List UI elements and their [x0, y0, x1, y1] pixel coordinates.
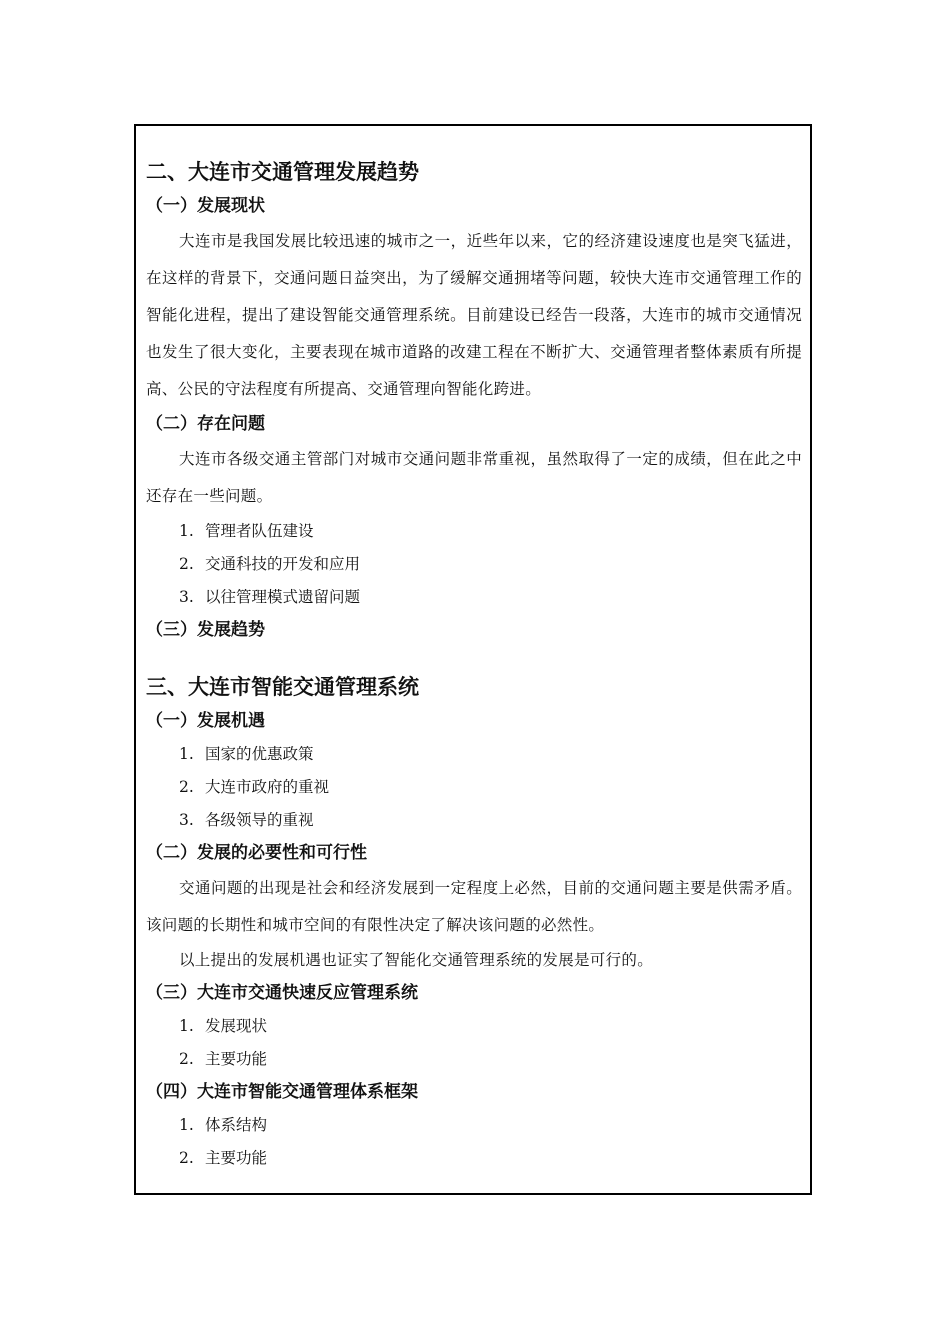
- section-3-sub-1-title: （一）发展机遇: [146, 711, 265, 731]
- section-2-sub-3-title: （三）发展趋势: [146, 620, 265, 640]
- list-item-number: 1.: [179, 1116, 194, 1134]
- section-3-title: 三、大连市智能交通管理系统: [146, 675, 419, 699]
- list-item-number: 3.: [179, 811, 194, 829]
- list-item-number: 2.: [179, 1149, 194, 1167]
- section-3-sub-2-paragraph-1: 交通问题的出现是社会和经济发展到一定程度上必然，目前的交通问题主要是供需矛盾。该问题的长期性和城市空间的有限性决定了解决该问题的必然性。: [146, 879, 802, 934]
- list-item-number: 1.: [179, 1017, 194, 1035]
- list-item-text: 国家的优惠政策: [205, 745, 314, 763]
- list-item-number: 2.: [179, 555, 194, 573]
- section-3-sub-4-title: （四）大连市智能交通管理体系框架: [146, 1082, 418, 1102]
- list-item-number: 1.: [179, 522, 194, 540]
- section-spacer: [146, 647, 802, 669]
- list-item-text: 体系结构: [205, 1116, 268, 1134]
- list-item: [146, 771, 802, 804]
- section-3-sub-2-paragraph-2: 以上提出的发展机遇也证实了智能化交通管理系统的发展是可行的。: [179, 951, 654, 969]
- list-item-text: 各级领导的重视: [205, 811, 314, 829]
- list-item: [146, 1142, 802, 1175]
- list-item: [146, 515, 802, 548]
- list-item: [146, 1043, 802, 1076]
- list-item-number: 3.: [179, 588, 194, 606]
- list-item-number: 2.: [179, 1050, 194, 1068]
- list-item: [146, 804, 802, 837]
- document-frame: [134, 124, 812, 1195]
- list-item-number: 1.: [179, 745, 194, 763]
- document-content: [146, 154, 802, 1175]
- list-item-text: 主要功能: [205, 1149, 268, 1167]
- section-2-sub-1-title: （一）发展现状: [146, 196, 265, 216]
- list-item: [146, 548, 802, 581]
- section-3-sub-3-title: （三）大连市交通快速反应管理系统: [146, 983, 418, 1003]
- list-item: [146, 738, 802, 771]
- list-item-text: 管理者队伍建设: [205, 522, 314, 540]
- list-item-text: 交通科技的开发和应用: [205, 555, 361, 573]
- section-2-sub-2-title: （二）存在问题: [146, 414, 265, 434]
- list-item-text: 主要功能: [205, 1050, 268, 1068]
- list-item: [146, 1010, 802, 1043]
- list-item-text: 以往管理模式遗留问题: [205, 588, 361, 606]
- section-2-sub-1-paragraph: 大连市是我国发展比较迅速的城市之一，近些年以来，它的经济建设速度也是突飞猛进，在这样的背景下，交通问题日益突出，为了缓解交通拥堵等问题，较快大连市交通管理工作的智能化进程，提出了建设智能交通管理系统。目前建设已经告一段落，大连市的城市交通情况也发生了很大变化，主要表现在城市道路的改建工程在不断扩大、交通管理者整体素质有所提高、公民的守法程度有所提高、交通管理向智能化跨进。: [146, 232, 802, 398]
- list-item-text: 发展现状: [205, 1017, 268, 1035]
- list-item-text: 大连市政府的重视: [205, 778, 330, 796]
- section-2-title: 二、大连市交通管理发展趋势: [146, 160, 419, 184]
- section-3-sub-2-title: （二）发展的必要性和可行性: [146, 843, 367, 863]
- list-item: [146, 1109, 802, 1142]
- section-2-sub-2-paragraph: 大连市各级交通主管部门对城市交通问题非常重视，虽然取得了一定的成绩，但在此之中还存在一些问题。: [146, 450, 802, 505]
- list-item: [146, 581, 802, 614]
- list-item-number: 2.: [179, 778, 194, 796]
